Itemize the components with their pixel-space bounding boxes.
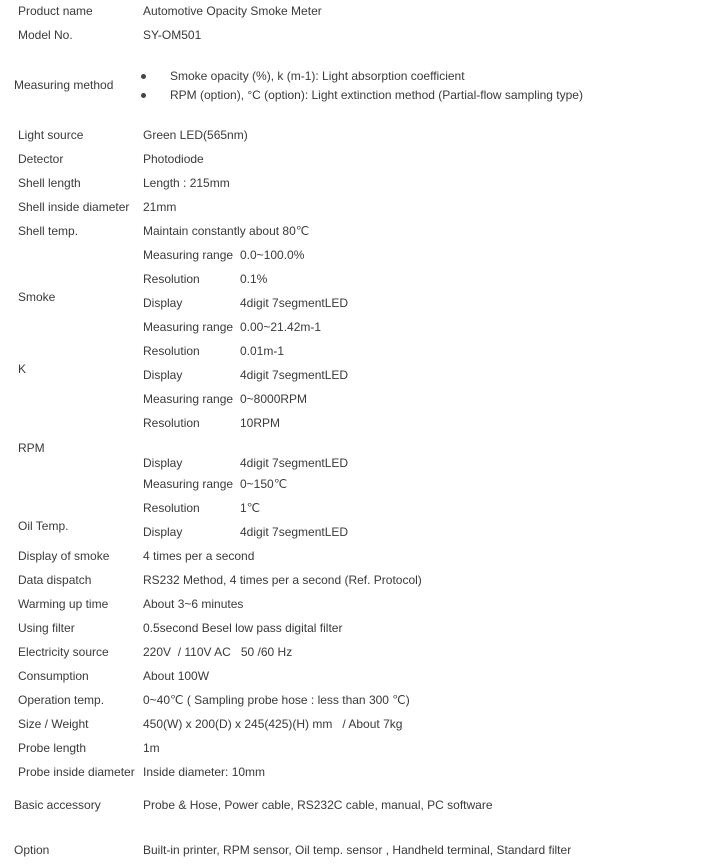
k-resolution-label: Resolution — [143, 344, 200, 358]
smoke-resolution-label: Resolution — [143, 272, 200, 286]
basic-accessory-label: Basic accessory — [14, 798, 101, 812]
probe-inside-diameter-value: Inside diameter: 10mm — [143, 765, 266, 779]
electricity-source-label: Electricity source — [18, 645, 109, 659]
product-name-value: Automotive Opacity Smoke Meter — [143, 4, 322, 18]
oil-temp-label: Oil Temp. — [18, 519, 69, 533]
bullet-icon — [141, 93, 146, 98]
k-display-value: 4digit 7segmentLED — [240, 368, 349, 382]
light-source-label: Light source — [18, 128, 84, 142]
rpm-label: RPM — [18, 441, 45, 455]
shell-inside-diameter-value: 21mm — [143, 200, 177, 214]
oil-temp-measuring-range-label: Measuring range — [143, 477, 234, 491]
consumption-value: About 100W — [143, 669, 210, 683]
model-no-label: Model No. — [18, 28, 73, 42]
rpm-display-label: Display — [143, 456, 183, 470]
smoke-display-value: 4digit 7segmentLED — [240, 296, 349, 310]
size-weight-label: Size / Weight — [18, 717, 89, 731]
rpm-display-value: 4digit 7segmentLED — [240, 456, 349, 470]
warming-up-time-label: Warming up time — [18, 597, 109, 611]
measuring-method-item: RPM (option), °C (option): Light extinction method (Partial-flow sampling type) — [170, 88, 583, 102]
k-measuring-range-label: Measuring range — [143, 320, 234, 334]
k-resolution-value: 0.01m-1 — [240, 344, 285, 358]
operation-temp-label: Operation temp. — [18, 693, 105, 707]
smoke-measuring-range-label: Measuring range — [143, 248, 234, 262]
detector-value: Photodiode — [143, 152, 204, 166]
k-measuring-range-value: 0.00~21.42m-1 — [240, 320, 322, 334]
k-label: K — [18, 362, 27, 376]
rpm-measuring-range-label: Measuring range — [143, 392, 234, 406]
using-filter-label: Using filter — [18, 621, 75, 635]
electricity-source-value: 220V / 110V AC 50 /60 Hz — [143, 645, 293, 659]
size-weight-value: 450(W) x 200(D) x 245(425)(H) mm / About 7kg — [143, 717, 403, 731]
smoke-measuring-range-value: 0.0~100.0% — [240, 248, 305, 262]
data-dispatch-value: RS232 Method, 4 times per a second (Ref. Protocol) — [143, 573, 422, 587]
data-dispatch-label: Data dispatch — [18, 573, 92, 587]
oil-temp-measuring-range-value: 0~150℃ — [240, 477, 288, 491]
operation-temp-value: 0~40℃ ( Sampling probe hose : less than 300 ℃) — [143, 693, 410, 707]
rpm-measuring-range-value: 0~8000RPM — [240, 392, 308, 406]
rpm-resolution-label: Resolution — [143, 416, 200, 430]
shell-inside-diameter-label: Shell inside diameter — [18, 200, 130, 214]
detector-label: Detector — [18, 152, 64, 166]
shell-length-label: Shell length — [18, 176, 81, 190]
model-no-value: SY-OM501 — [143, 28, 202, 42]
probe-length-value: 1m — [143, 741, 160, 755]
oil-temp-display-label: Display — [143, 525, 183, 539]
bullet-icon — [141, 74, 146, 79]
shell-length-value: Length : 215mm — [143, 176, 230, 190]
smoke-display-label: Display — [143, 296, 183, 310]
oil-temp-display-value: 4digit 7segmentLED — [240, 525, 349, 539]
option-value: Built-in printer, RPM sensor, Oil temp. sensor , Handheld terminal, Standard filter — [143, 843, 572, 857]
probe-inside-diameter-label: Probe inside diameter — [18, 765, 135, 779]
basic-accessory-value: Probe & Hose, Power cable, RS232C cable, manual, PC software — [143, 798, 493, 812]
light-source-value: Green LED(565nm) — [143, 128, 248, 142]
display-of-smoke-value: 4 times per a second — [143, 549, 255, 563]
product-name-label: Product name — [18, 4, 93, 18]
using-filter-value: 0.5second Besel low pass digital filter — [143, 621, 343, 635]
oil-temp-resolution-label: Resolution — [143, 501, 200, 515]
rpm-resolution-value: 10RPM — [240, 416, 281, 430]
consumption-label: Consumption — [18, 669, 89, 683]
option-label: Option — [14, 843, 50, 857]
shell-temp-value: Maintain constantly about 80℃ — [143, 224, 310, 238]
smoke-label: Smoke — [18, 290, 56, 304]
oil-temp-resolution-value: 1℃ — [240, 501, 261, 515]
measuring-method-item: Smoke opacity (%), k (m-1): Light absorption coefficient — [170, 69, 465, 83]
warming-up-time-value: About 3~6 minutes — [143, 597, 244, 611]
display-of-smoke-label: Display of smoke — [18, 549, 110, 563]
smoke-resolution-value: 0.1% — [240, 272, 268, 286]
measuring-method-label: Measuring method — [14, 78, 114, 92]
probe-length-label: Probe length — [18, 741, 87, 755]
shell-temp-label: Shell temp. — [18, 224, 79, 238]
k-display-label: Display — [143, 368, 183, 382]
